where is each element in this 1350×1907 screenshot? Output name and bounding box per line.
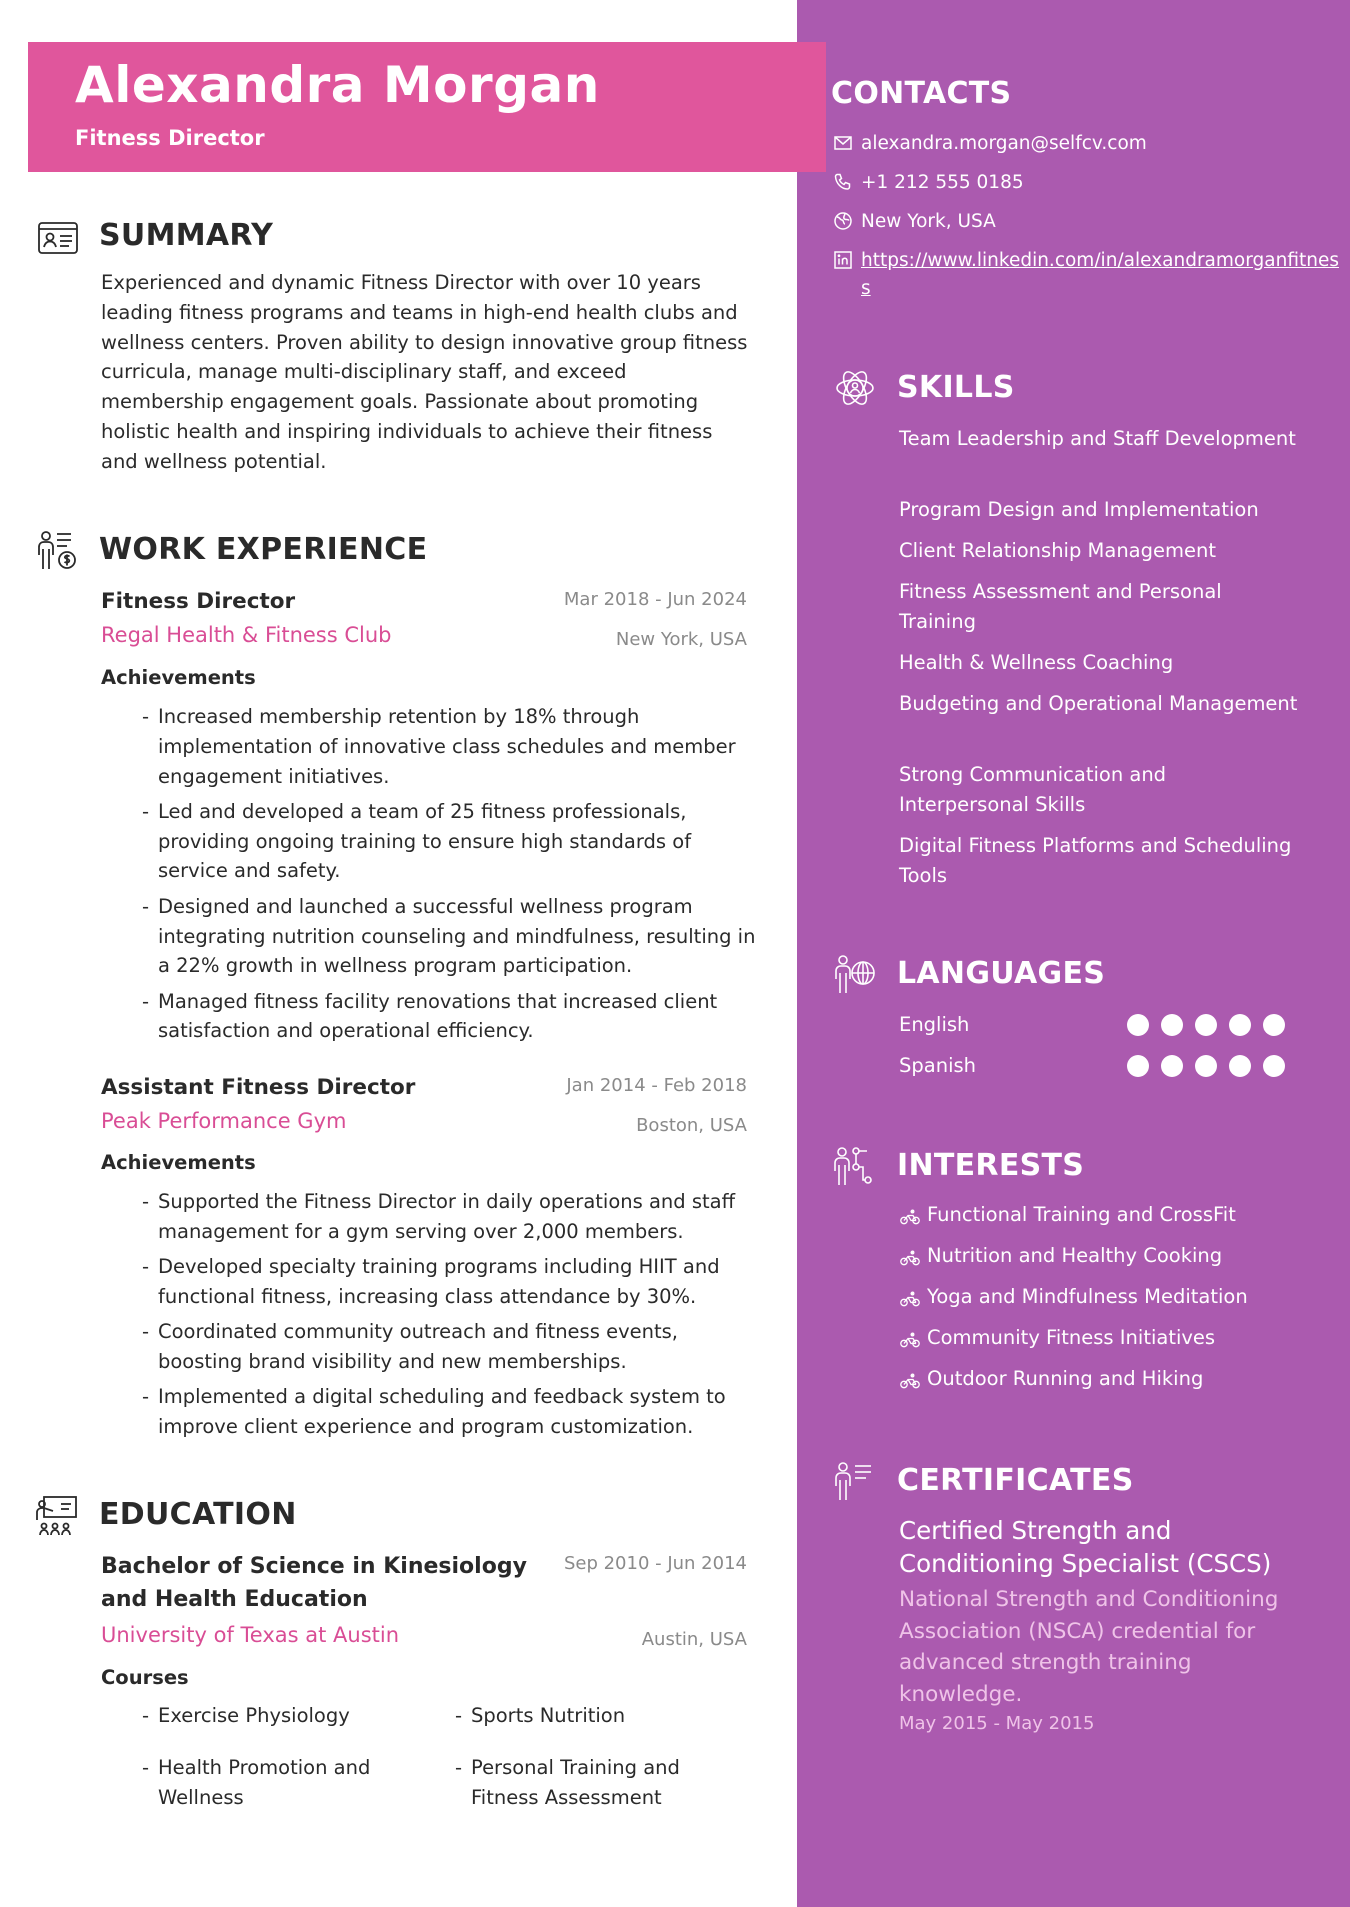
level-dot <box>1161 1055 1183 1077</box>
id-card-icon <box>36 216 80 260</box>
level-dot <box>1195 1014 1217 1036</box>
level-dot <box>1229 1055 1251 1077</box>
contact-linkedin[interactable] <box>833 247 1341 303</box>
language-level <box>1127 1055 1285 1077</box>
list-item: - Managed fitness facility renovations that increased client satisfaction and operational efficiency. <box>138 987 758 1047</box>
course-item: - Exercise Physiology <box>138 1701 438 1731</box>
phone-text: +1 212 555 0185 <box>861 172 1024 193</box>
degree-title: Bachelor of Science in Kinesiology and Health Education <box>101 1554 527 1612</box>
interest-item: Community Fitness Initiatives <box>900 1326 1215 1349</box>
language-name: Spanish <box>899 1054 977 1077</box>
level-dot <box>1263 1014 1285 1036</box>
list-item: - Increased membership retention by 18% through implementation of innovative class schedules and member engagement initiatives. <box>138 702 758 791</box>
interest-item: Yoga and Mindfulness Meditation <box>900 1285 1248 1308</box>
certificate-title: Certified Strength and Conditioning Specialist (CSCS) <box>899 1516 1272 1578</box>
job-company: Peak Performance Gym <box>101 1109 347 1133</box>
course-item: - Health Promotion and Wellness <box>138 1753 398 1813</box>
contacts-heading: CONTACTS <box>831 76 1012 111</box>
certificates-heading: CERTIFICATES <box>897 1463 1134 1498</box>
globe-icon <box>833 211 853 231</box>
job-dates: Jan 2014 - Feb 2018 <box>566 1075 747 1096</box>
phone-icon <box>833 172 853 192</box>
achievements-list <box>138 1187 758 1447</box>
education-dates: Sep 2010 - Jun 2014 <box>563 1553 747 1574</box>
skill-item: Digital Fitness Platforms and Scheduling Tools <box>899 834 1292 887</box>
candidate-title: Fitness Director <box>75 126 265 150</box>
skill-item: Client Relationship Management <box>899 539 1217 562</box>
course-item: - Personal Training and Fitness Assessment <box>451 1753 711 1813</box>
courses-heading: Courses <box>101 1666 189 1689</box>
skill-item: Program Design and Implementation <box>899 498 1259 521</box>
language-globe-icon <box>833 953 877 997</box>
linkedin-icon <box>833 250 853 270</box>
level-dot <box>1263 1055 1285 1077</box>
skills-network-icon <box>833 366 877 410</box>
education-heading: EDUCATION <box>99 1497 297 1532</box>
summary-heading: SUMMARY <box>99 218 274 253</box>
worker-salary-icon <box>35 529 79 573</box>
job-location: Boston, USA <box>636 1115 747 1136</box>
candidate-name: Alexandra Morgan <box>75 56 600 114</box>
list-item: - Implemented a digital scheduling and feedback system to improve client experience and program customization. <box>138 1382 758 1442</box>
skill-item: Budgeting and Operational Management <box>899 692 1298 715</box>
level-dot <box>1195 1055 1217 1077</box>
achievements-heading: Achievements <box>101 666 256 689</box>
email-text: alexandra.morgan@selfcv.com <box>861 133 1147 154</box>
job-company: Regal Health & Fitness Club <box>101 623 392 647</box>
language-name: English <box>899 1013 970 1036</box>
job-title: Fitness Director <box>101 589 296 614</box>
job-title: Assistant Fitness Director <box>101 1075 416 1100</box>
contact-email <box>833 130 1147 158</box>
school-name: University of Texas at Austin <box>101 1623 400 1647</box>
cycling-icon <box>900 1330 920 1346</box>
classroom-icon <box>35 1494 79 1538</box>
achievements-heading: Achievements <box>101 1151 256 1174</box>
certificate-dates: May 2015 - May 2015 <box>899 1713 1095 1734</box>
interest-item: Functional Training and CrossFit <box>900 1203 1236 1226</box>
level-dot <box>1229 1014 1251 1036</box>
skill-item: Strong Communication and Interpersonal Skills <box>899 763 1167 816</box>
cycling-icon <box>900 1248 920 1264</box>
skills-heading: SKILLS <box>897 370 1015 405</box>
list-item: - Supported the Fitness Director in daily operations and staff management for a gym serving over 2,000 members. <box>138 1187 758 1247</box>
list-item: - Coordinated community outreach and fitness events, boosting brand visibility and new memberships. <box>138 1317 758 1377</box>
job-location: New York, USA <box>615 629 747 650</box>
level-dot <box>1127 1014 1149 1036</box>
skill-item: Health & Wellness Coaching <box>899 651 1174 674</box>
job-dates: Mar 2018 - Jun 2024 <box>563 589 747 610</box>
contact-phone <box>833 169 1024 197</box>
envelope-icon <box>833 133 853 153</box>
interest-item: Outdoor Running and Hiking <box>900 1367 1203 1390</box>
list-item: - Led and developed a team of 25 fitness professionals, providing ongoing training to ensure high standards of service and safety. <box>138 797 758 886</box>
languages-heading: LANGUAGES <box>897 956 1106 991</box>
level-dot <box>1161 1014 1183 1036</box>
work-experience-heading: WORK EXPERIENCE <box>99 532 428 567</box>
linkedin-link[interactable]: https://www.linkedin.com/in/alexandramorganfitness <box>861 250 1339 299</box>
interest-item: Nutrition and Healthy Cooking <box>900 1244 1222 1267</box>
language-level <box>1127 1014 1285 1036</box>
skill-item: Team Leadership and Staff Development <box>899 427 1296 450</box>
summary-text: Experienced and dynamic Fitness Director with over 10 years leading fitness programs and teams in high-end health clubs and wellness centers. Proven ability to design innovative group fitness curricula, manage multi-disciplinary staff, and exceed membership engagement goals. Passionate about promoting holistic health and inspiring individuals to achieve their fitness and wellness potential. <box>101 271 748 473</box>
list-item: - Developed specialty training programs including HIIT and functional fitness, increasing class attendance by 30%. <box>138 1252 758 1312</box>
certificate-description: National Strength and Conditioning Association (NSCA) credential for advanced strength training knowledge. <box>899 1587 1279 1707</box>
location-text: New York, USA <box>861 211 996 232</box>
cycling-icon <box>900 1289 920 1305</box>
skill-item: Fitness Assessment and Personal Training <box>899 580 1222 633</box>
education-location: Austin, USA <box>641 1629 747 1650</box>
achievements-list <box>138 702 758 1052</box>
interests-heading: INTERESTS <box>897 1148 1085 1183</box>
certificate-person-icon <box>833 1460 877 1504</box>
contact-location <box>833 208 996 236</box>
cycling-icon <box>900 1371 920 1387</box>
level-dot <box>1127 1055 1149 1077</box>
list-item: - Designed and launched a successful wellness program integrating nutrition counseling and mindfulness, resulting in a 22% growth in wellness program participation. <box>138 892 758 981</box>
interests-person-icon <box>833 1145 877 1189</box>
cycling-icon <box>900 1207 920 1223</box>
course-item: - Sports Nutrition <box>451 1701 751 1731</box>
